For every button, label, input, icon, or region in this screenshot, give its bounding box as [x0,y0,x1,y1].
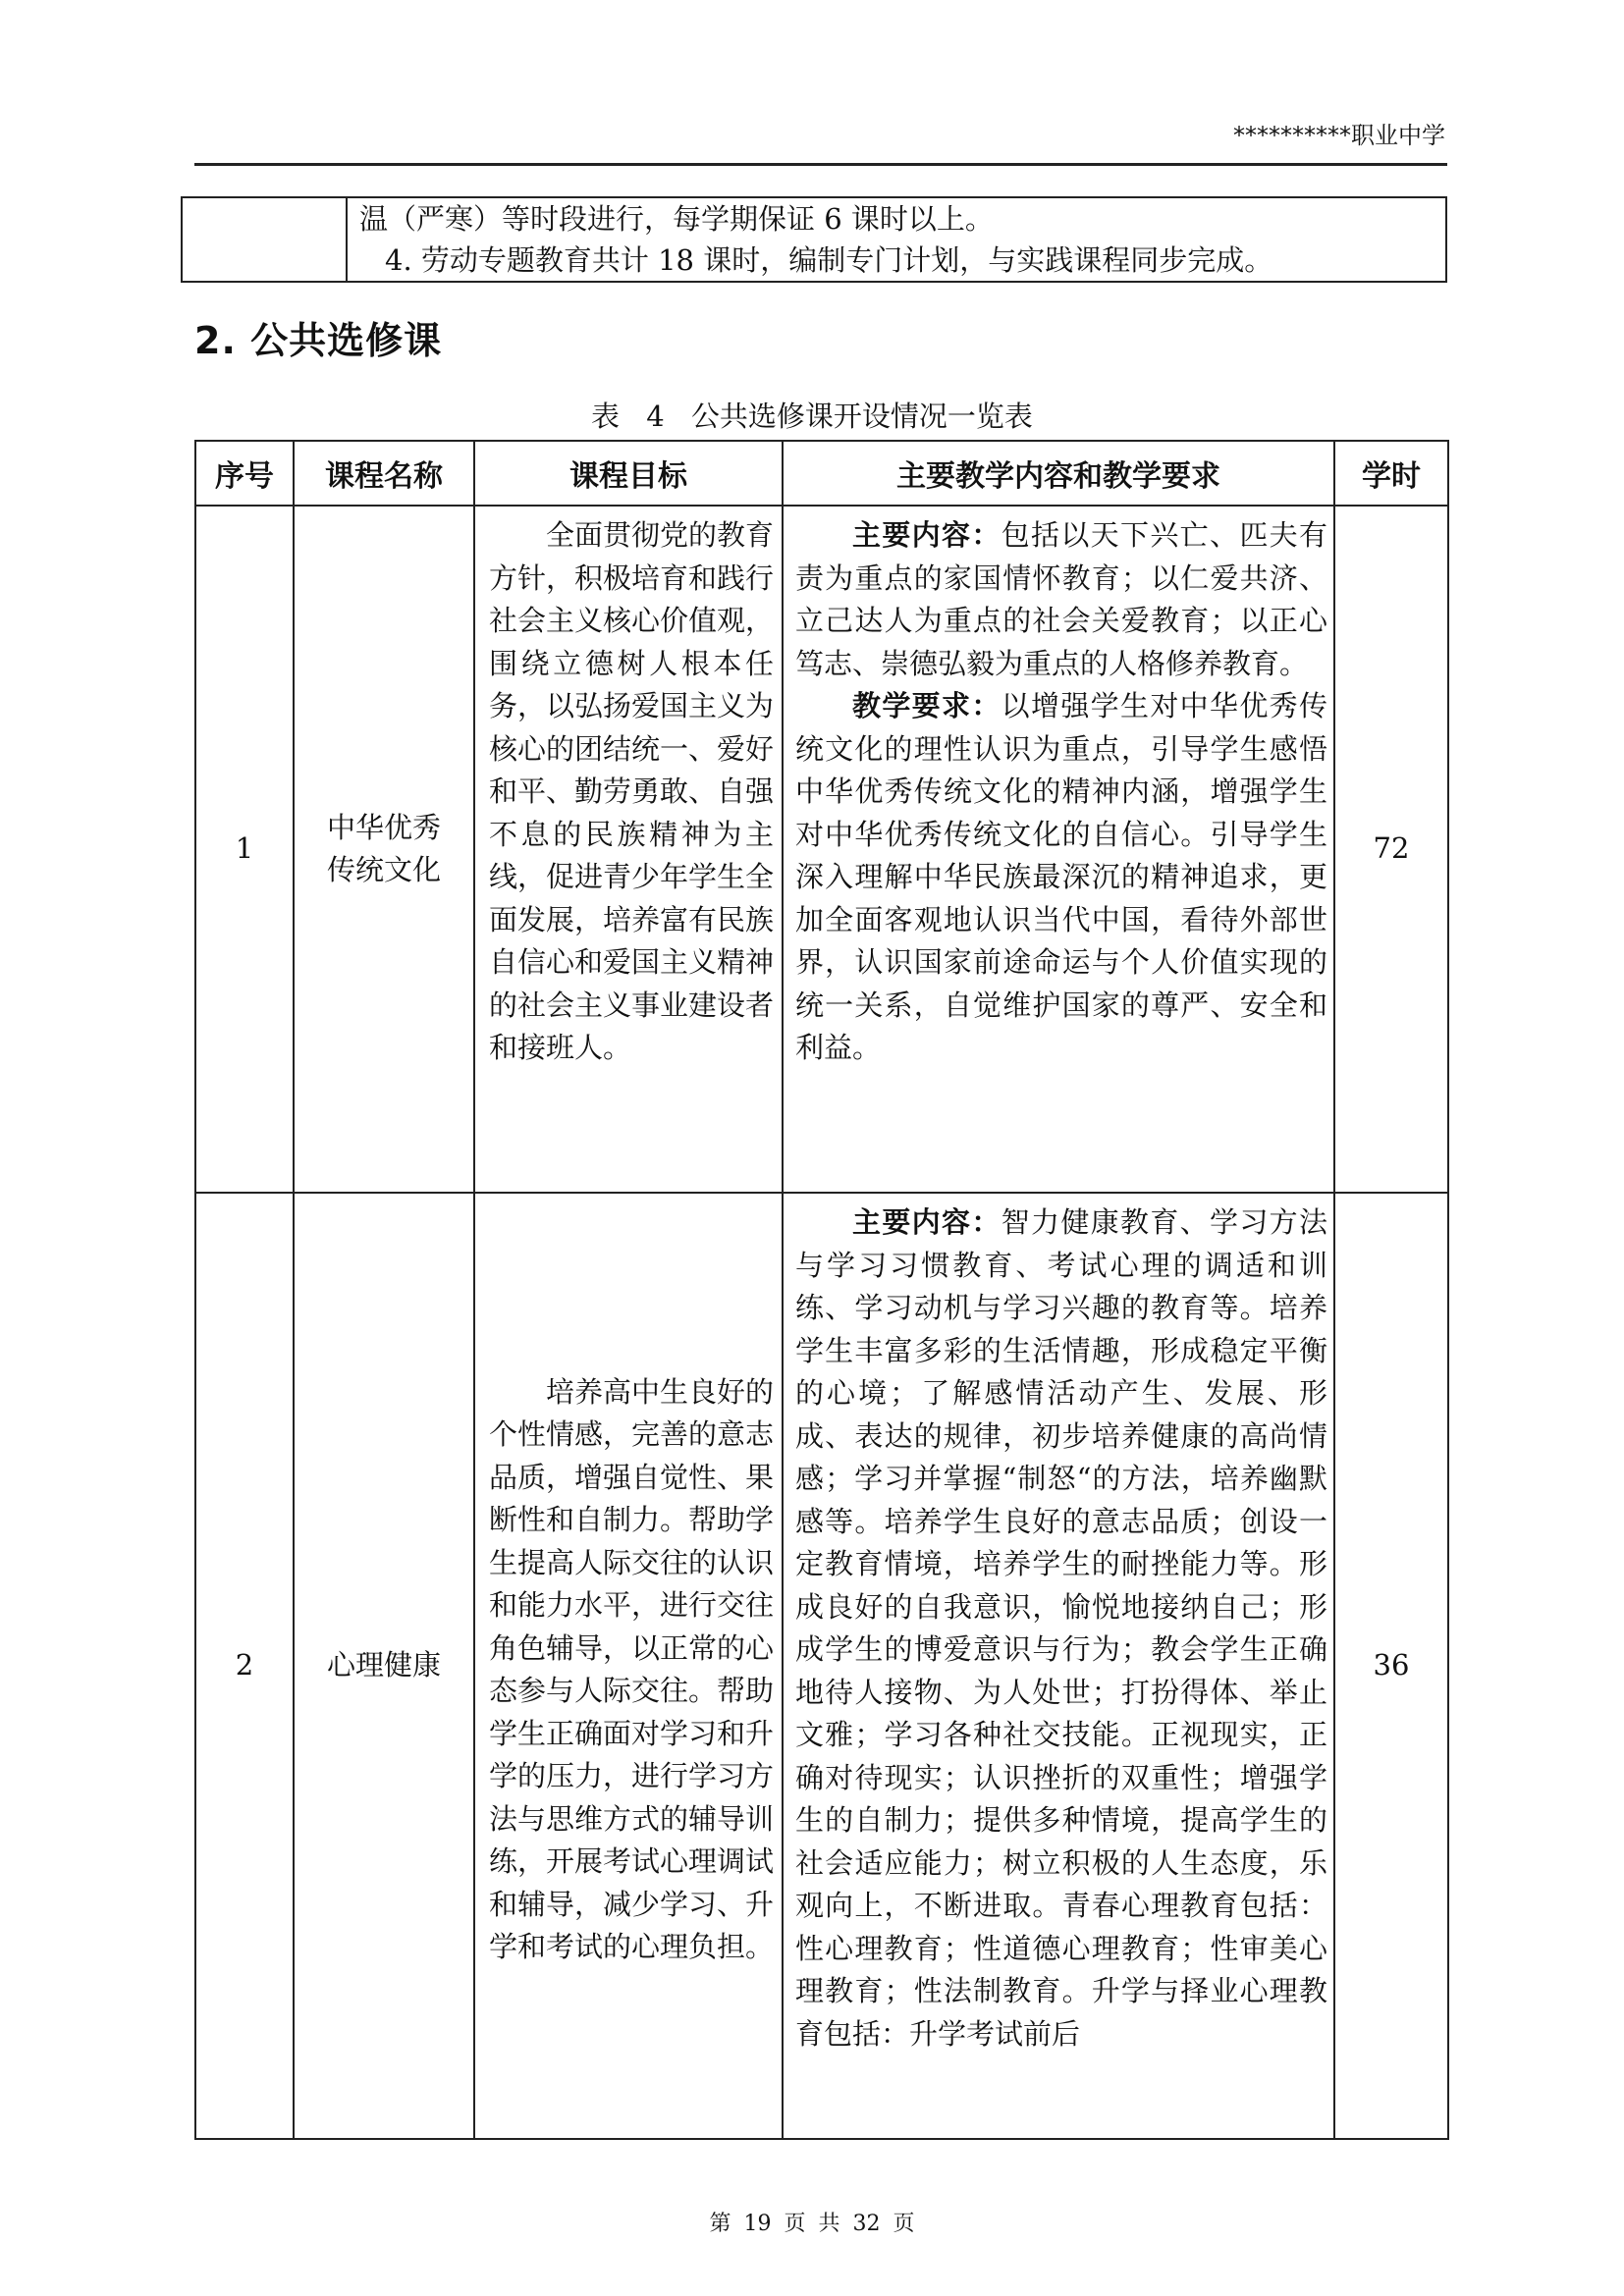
requirement-paragraph [795,685,1327,1070]
header-rule [194,163,1447,166]
table-header-row [195,441,1448,506]
table-row [182,197,1446,282]
header-no: 序号 [195,441,294,506]
elective-course-table [194,440,1449,2140]
header-content: 主要教学内容和教学要求 [783,441,1334,506]
header-hours: 学时 [1334,441,1448,506]
content-label: 主要内容： [852,1205,1001,1239]
header-course-goal: 课程目标 [474,441,783,506]
row-no: 2 [195,1193,294,2139]
content-paragraph [795,1201,1327,2056]
row-content [783,506,1334,1193]
row-course-goal [474,1193,783,2139]
content-text: 智力健康教育、学习方法与学习习惯教育、考试心理的调适和训练、学习动机与学习兴趣的教育等。培养学生丰富多彩的生活情趣，形成稳定平衡的心境；了解感情活动产生、发展、形成、表达的规律，初步培养健康的高尚情感；学习并掌握“制怒“的方法，培养幽默感等。培养学生良好的意志品质；创设一定教育情境，培养学生的耐挫能力等。形成良好的自我意识，愉悦地接纳自己；形成学生的博爱意识与行为；教会学生正确地待人接物、为人处世；打扮得体、举止文雅；学习各种社交技能。正视现实，正确对待现实；认识挫折的双重性；增强学生的自制力；提供多种情境，提高学生的社会适应能力；树立积极的人生态度，乐观向上，不断进取。青春心理教育包括：性心理教育；性道德心理教育；性审美心理教育；性法制教育。升学与择业心理教育包括：升学考试前后 [795,1205,1327,2051]
content-paragraph [795,514,1327,685]
continued-line-2: 4. 劳动专题教育共计 18 课时，编制专门计划，与实践课程同步完成。 [385,243,1273,277]
table-row [195,506,1448,1193]
requirement-label: 教学要求： [852,689,1001,722]
row-course-goal [474,506,783,1193]
goal-text: 全面贯彻党的教育方针，积极培育和践行社会主义核心价值观，围绕立德树人根本任务，以弘扬爱国主义为核心的团结统一、爱好和平、勤劳勇敢、自强不息的民族精神为主线，促进青少年学生全面发展，培养富有民族自信心和爱国主义精神的社会主义事业建设者和接班人。 [489,518,775,1064]
continued-empty-cell [182,197,347,282]
continued-line-1: 温（严寒）等时段进行，每学期保证 6 课时以上。 [359,202,994,236]
header-course-name: 课程名称 [294,441,474,506]
section-heading: 2. 公共选修课 [194,319,443,362]
row-hours: 36 [1334,1193,1448,2139]
requirement-text: 以增强学生对中华优秀传统文化的理性认识为重点，引导学生感悟中华优秀传统文化的精神内涵，增强学生对中华优秀传统文化的自信心。引导学生深入理解中华民族最深沉的精神追求，更加全面客观地认识当代中国，看待外部世界，认识国家前途命运与个人价值实现的统一关系，自觉维护国家的尊严、安全和利益。 [795,689,1327,1064]
table-caption: 表 4 公共选修课开设情况一览表 [591,400,1033,433]
content-label: 主要内容： [852,518,1001,552]
row-hours: 72 [1334,506,1448,1193]
continued-text-cell [347,197,1446,282]
row-content [783,1193,1334,2139]
continued-table [181,196,1447,283]
row-no: 1 [195,506,294,1193]
content-text: 包括以天下兴亡、匹夫有责为重点的家国情怀教育；以仁爱共济、立己达人为重点的社会关爱教育；以正心笃志、崇德弘毅为重点的人格修养教育。 [795,518,1327,680]
goal-text: 培养高中生良好的个性情感，完善的意志品质，增强自觉性、果断性和自制力。帮助学生提高人际交往的认识和能力水平，进行交往角色辅导，以正常的心态参与人际交往。帮助学生正确面对学习和升学的压力，进行学习方法与思维方式的辅导训练，开展考试心理调试和辅导，减少学习、升学和考试的心理负担。 [489,1374,775,1963]
row-course-name: 中华优秀传统文化 [294,506,474,1193]
header-school-name: **********职业中学 [1233,122,1445,149]
row-course-name: 心理健康 [294,1193,474,2139]
page-footer: 第 19 页 共 32 页 [709,2212,915,2236]
table-row [195,1193,1448,2139]
